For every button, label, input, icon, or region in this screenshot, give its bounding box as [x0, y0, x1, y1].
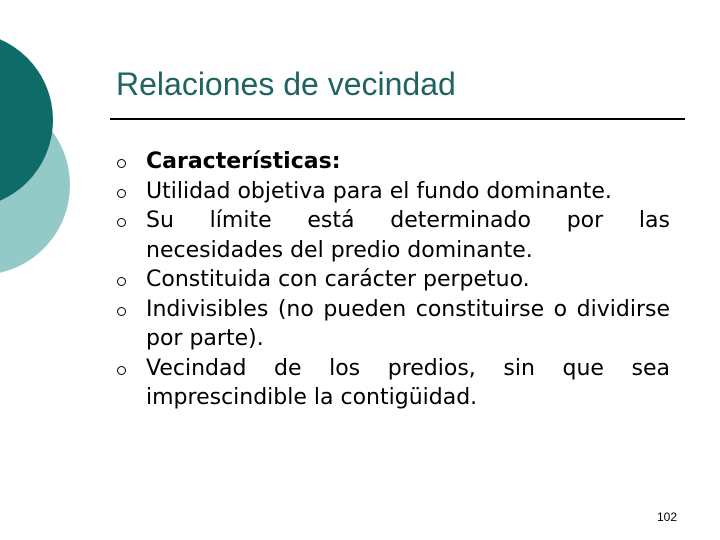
bullet-item	[117, 147, 670, 177]
title-underline	[110, 118, 685, 120]
circle-bullet-icon	[117, 189, 126, 198]
bullet-text: Su límite está determinado por las necesidades del predio dominante.	[146, 208, 670, 263]
bullet-list	[117, 147, 670, 413]
circle-bullet-icon	[117, 159, 126, 168]
bullet-text: Indivisibles (no pueden constituirse o dividirse por parte).	[146, 296, 670, 351]
bullet-item	[117, 206, 670, 265]
bullet-item	[117, 354, 670, 413]
circle-bullet-icon	[117, 277, 126, 286]
bullet-item	[117, 265, 670, 295]
circle-bullet-icon	[117, 307, 126, 316]
teal-circles-graphic	[0, 0, 120, 300]
bullet-text: Constituida con carácter perpetuo.	[146, 267, 530, 292]
bullet-text: Vecindad de los predios, sin que sea imprescindible la contigüidad.	[146, 355, 670, 410]
page-number: 102	[656, 510, 677, 524]
slide-title: Relaciones de vecindad	[116, 66, 456, 102]
circle-bullet-icon	[117, 366, 126, 375]
decorative-circles	[0, 0, 120, 300]
bullet-item	[117, 295, 670, 354]
bullet-heading: Características:	[146, 149, 341, 174]
bullet-item	[117, 177, 670, 207]
circle-bullet-icon	[117, 218, 126, 227]
bullet-text: Utilidad objetiva para el fundo dominante.	[146, 178, 612, 204]
